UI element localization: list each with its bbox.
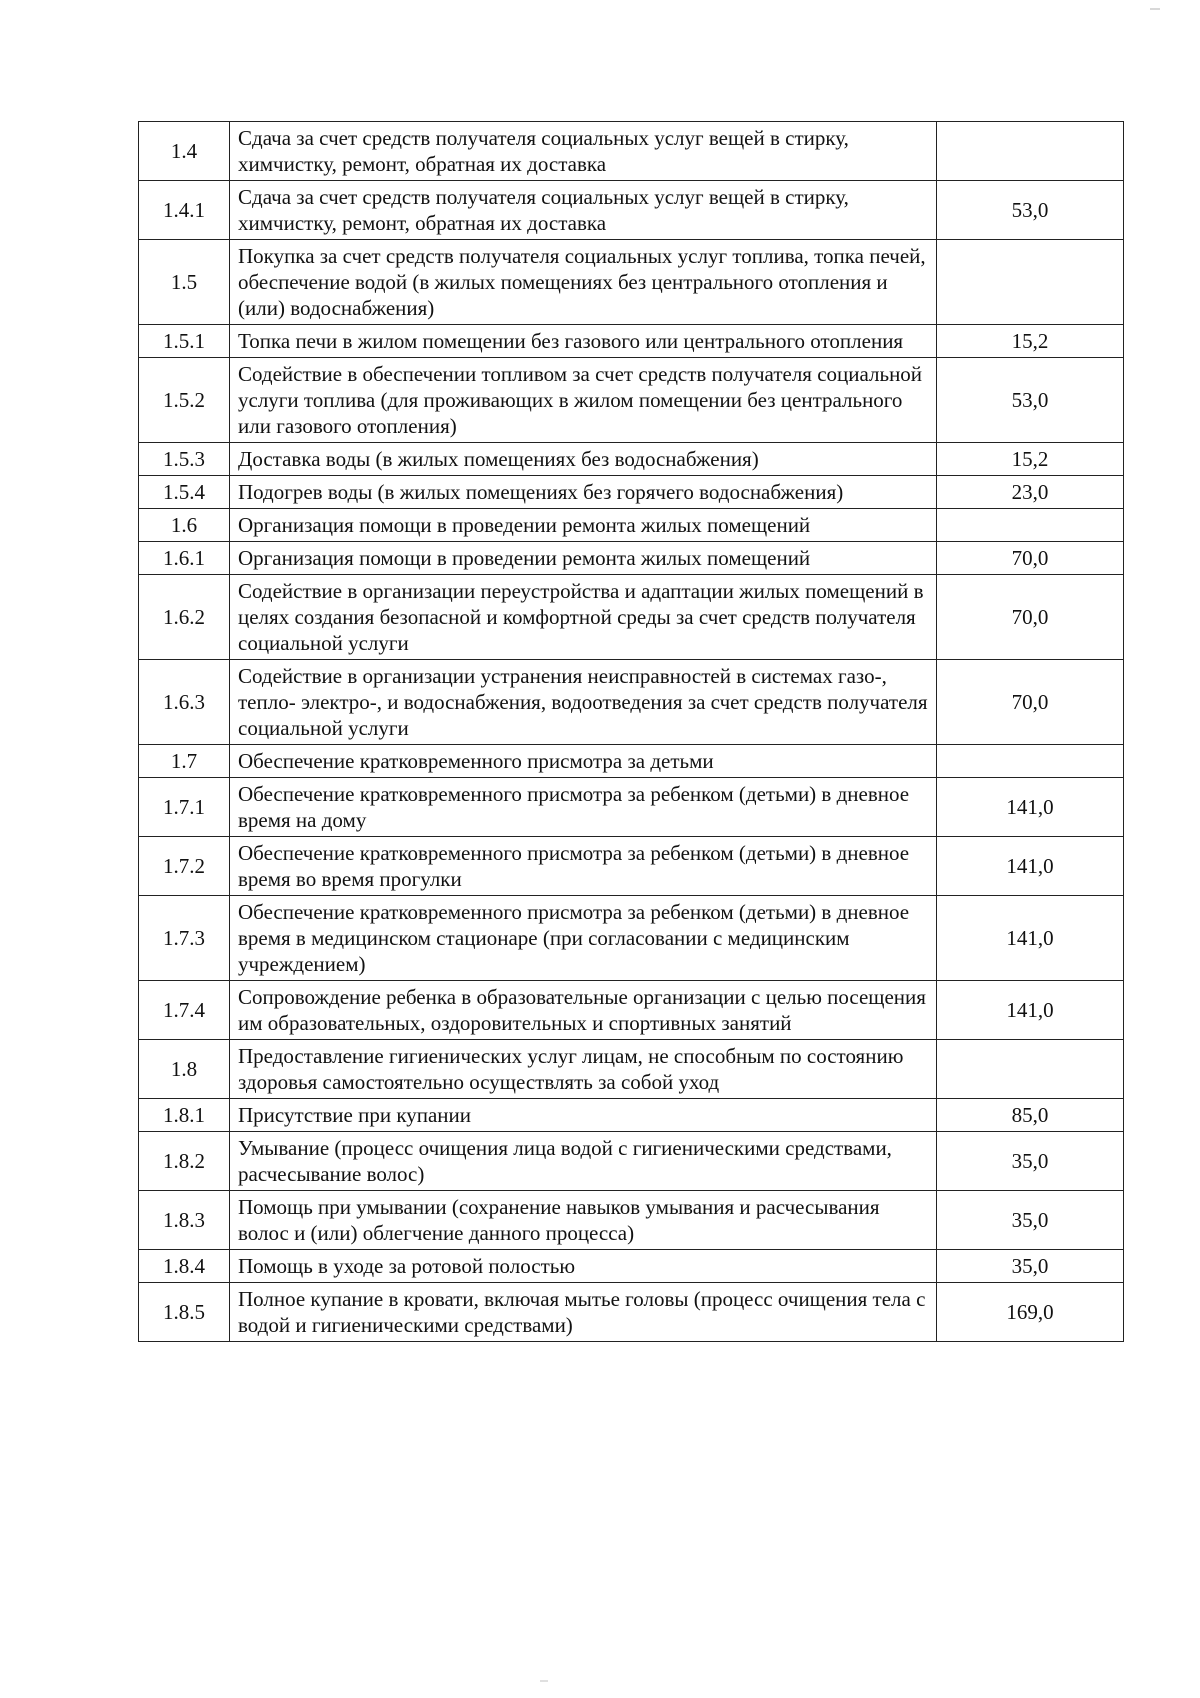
- service-description: Предоставление гигиенических услуг лицам, не способным по состоянию здоровья самостоятельно осуществлять за собой уход: [230, 1040, 937, 1099]
- table-row: [139, 325, 1124, 358]
- table-body: [139, 122, 1124, 1342]
- row-number: 1.6.1: [139, 542, 230, 575]
- service-description: Содействие в организации переустройства и адаптации жилых помещений в целях создания безопасной и комфортной среды за счет средств получателя социальной услуги: [230, 575, 937, 660]
- table-row: [139, 1040, 1124, 1099]
- service-description: Обеспечение кратковременного присмотра за ребенком (детьми) в дневное время на дому: [230, 778, 937, 837]
- table-row: [139, 575, 1124, 660]
- row-number: 1.5.3: [139, 443, 230, 476]
- table-row: [139, 476, 1124, 509]
- scan-mark: [540, 1680, 548, 1682]
- row-number: 1.5.4: [139, 476, 230, 509]
- service-price: 70,0: [937, 575, 1124, 660]
- table-row: [139, 542, 1124, 575]
- row-number: 1.5.2: [139, 358, 230, 443]
- service-price: [937, 122, 1124, 181]
- table-row: [139, 358, 1124, 443]
- table-row: [139, 660, 1124, 745]
- row-number: 1.4.1: [139, 181, 230, 240]
- service-description: Организация помощи в проведении ремонта жилых помещений: [230, 542, 937, 575]
- service-price: [937, 240, 1124, 325]
- row-number: 1.7: [139, 745, 230, 778]
- service-price: 35,0: [937, 1250, 1124, 1283]
- service-description: Содействие в организации устранения неисправностей в системах газо-, тепло- электро-, и водоснабжения, водоотведения за счет средств получателя социальной услуги: [230, 660, 937, 745]
- table-row: [139, 778, 1124, 837]
- service-price: 85,0: [937, 1099, 1124, 1132]
- row-number: 1.7.2: [139, 837, 230, 896]
- row-number: 1.8.5: [139, 1283, 230, 1342]
- service-price: 70,0: [937, 660, 1124, 745]
- service-description: Организация помощи в проведении ремонта жилых помещений: [230, 509, 937, 542]
- service-price: 23,0: [937, 476, 1124, 509]
- service-price: 169,0: [937, 1283, 1124, 1342]
- row-number: 1.4: [139, 122, 230, 181]
- table-row: [139, 1250, 1124, 1283]
- row-number: 1.7.1: [139, 778, 230, 837]
- service-price: [937, 509, 1124, 542]
- service-price: [937, 745, 1124, 778]
- service-price: 35,0: [937, 1191, 1124, 1250]
- service-description: Доставка воды (в жилых помещениях без водоснабжения): [230, 443, 937, 476]
- row-number: 1.6.2: [139, 575, 230, 660]
- table-row: [139, 509, 1124, 542]
- table-row: [139, 240, 1124, 325]
- service-price: 35,0: [937, 1132, 1124, 1191]
- table-row: [139, 837, 1124, 896]
- row-number: 1.8.3: [139, 1191, 230, 1250]
- service-description: Умывание (процесс очищения лица водой с гигиеническими средствами, расчесывание волос): [230, 1132, 937, 1191]
- table-row: [139, 181, 1124, 240]
- service-description: Сдача за счет средств получателя социальных услуг вещей в стирку, химчистку, ремонт, обратная их доставка: [230, 181, 937, 240]
- service-price: 53,0: [937, 181, 1124, 240]
- row-number: 1.8: [139, 1040, 230, 1099]
- service-description: Помощь при умывании (сохранение навыков умывания и расчесывания волос и (или) облегчение данного процесса): [230, 1191, 937, 1250]
- row-number: 1.7.4: [139, 981, 230, 1040]
- row-number: 1.5.1: [139, 325, 230, 358]
- service-price: 141,0: [937, 837, 1124, 896]
- row-number: 1.8.2: [139, 1132, 230, 1191]
- service-description: Помощь в уходе за ротовой полостью: [230, 1250, 937, 1283]
- service-description: Сопровождение ребенка в образовательные организации с целью посещения им образовательных, оздоровительных и спортивных занятий: [230, 981, 937, 1040]
- row-number: 1.5: [139, 240, 230, 325]
- service-price: 15,2: [937, 443, 1124, 476]
- table-row: [139, 1191, 1124, 1250]
- table-row: [139, 745, 1124, 778]
- service-price: 15,2: [937, 325, 1124, 358]
- service-price: 141,0: [937, 981, 1124, 1040]
- service-description: Обеспечение кратковременного присмотра за детьми: [230, 745, 937, 778]
- row-number: 1.8.4: [139, 1250, 230, 1283]
- service-description: Подогрев воды (в жилых помещениях без горячего водоснабжения): [230, 476, 937, 509]
- row-number: 1.6.3: [139, 660, 230, 745]
- service-description: Обеспечение кратковременного присмотра за ребенком (детьми) в дневное время во время прогулки: [230, 837, 937, 896]
- row-number: 1.7.3: [139, 896, 230, 981]
- table-row: [139, 122, 1124, 181]
- service-price: [937, 1040, 1124, 1099]
- service-price: 70,0: [937, 542, 1124, 575]
- table-row: [139, 443, 1124, 476]
- services-tariff-table: [138, 121, 1124, 1342]
- service-description: Содействие в обеспечении топливом за счет средств получателя социальной услуги топлива (для проживающих в жилом помещении без центрального или газового отопления): [230, 358, 937, 443]
- service-description: Обеспечение кратковременного присмотра за ребенком (детьми) в дневное время в медицинском стационаре (при согласовании с медицинским учреждением): [230, 896, 937, 981]
- table-row: [139, 896, 1124, 981]
- table-row: [139, 1283, 1124, 1342]
- service-description: Полное купание в кровати, включая мытье головы (процесс очищения тела с водой и гигиеническими средствами): [230, 1283, 937, 1342]
- service-price: 53,0: [937, 358, 1124, 443]
- table-row: [139, 1132, 1124, 1191]
- service-description: Присутствие при купании: [230, 1099, 937, 1132]
- table-row: [139, 981, 1124, 1040]
- service-price: 141,0: [937, 778, 1124, 837]
- row-number: 1.8.1: [139, 1099, 230, 1132]
- row-number: 1.6: [139, 509, 230, 542]
- service-description: Топка печи в жилом помещении без газового или центрального отопления: [230, 325, 937, 358]
- scan-mark: [1150, 8, 1160, 10]
- table-row: [139, 1099, 1124, 1132]
- service-price: 141,0: [937, 896, 1124, 981]
- service-description: Покупка за счет средств получателя социальных услуг топлива, топка печей, обеспечение водой (в жилых помещениях без центрального отопления и (или) водоснабжения): [230, 240, 937, 325]
- service-description: Сдача за счет средств получателя социальных услуг вещей в стирку, химчистку, ремонт, обратная их доставка: [230, 122, 937, 181]
